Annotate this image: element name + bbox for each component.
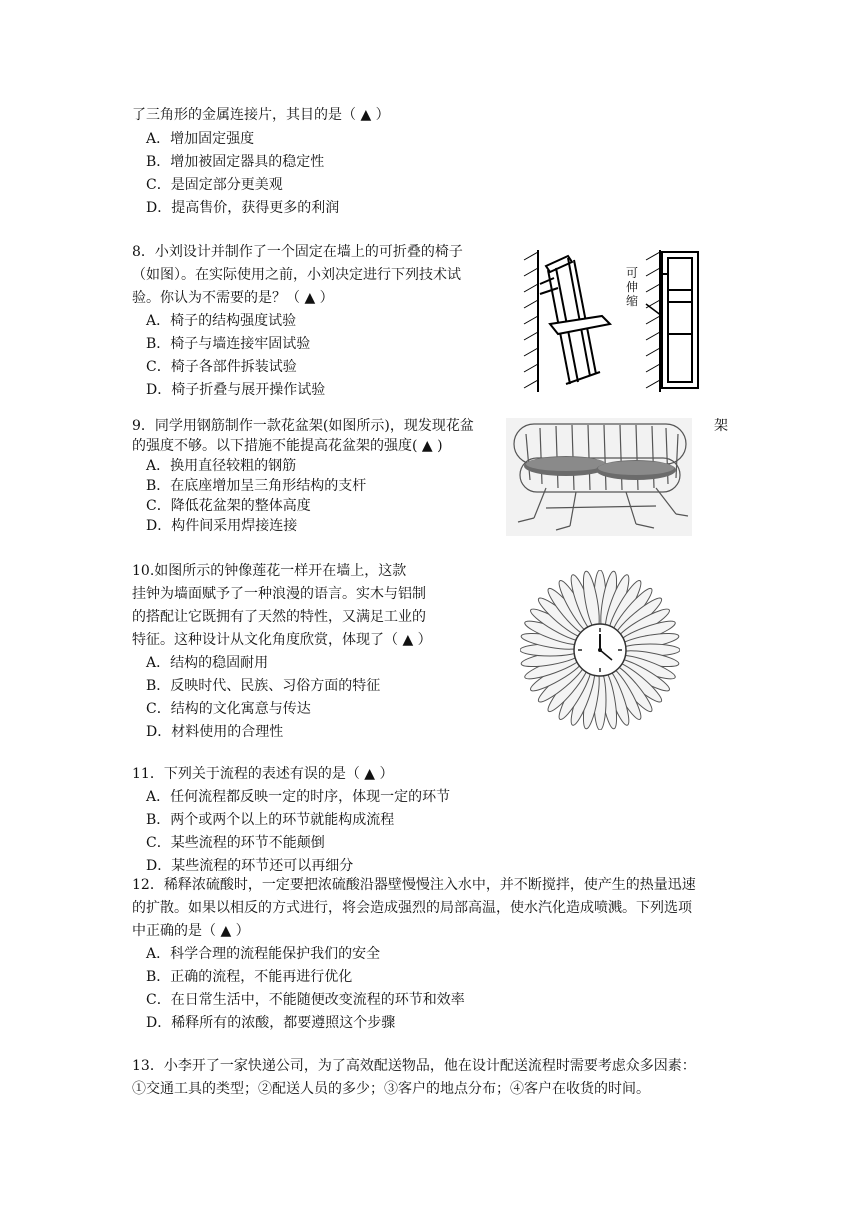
q8-option-a: A．椅子的结构强度试验	[146, 313, 297, 329]
q11-stem: 11．下列关于流程的表述有误的是（ ▲ ）	[132, 766, 394, 782]
q10-option-b: B．反映时代、民族、习俗方面的特征	[146, 678, 381, 694]
q9-option-d: D．构件间采用焊接连接	[146, 518, 298, 534]
q9-stem-line1-tail: 架	[714, 418, 728, 434]
q8-option-b: B．椅子与墙连接牢固试验	[146, 336, 311, 352]
q11-option-c: C．某些流程的环节不能颠倒	[146, 835, 325, 851]
q12-stem-line1: 12．稀释浓硫酸时，一定要把浓硫酸沿器壁慢慢注入水中，并不断搅拌，使产生的热量迅速	[132, 877, 696, 893]
q8-option-d: D．椅子折叠与展开操作试验	[146, 382, 326, 398]
q12-option-a: A．科学合理的流程能保护我们的安全	[146, 946, 381, 962]
q11-option-b: B．两个或两个以上的环节就能构成流程	[146, 812, 395, 828]
q8-stem-line3: 验。你认为不需要的是？（ ▲ ）	[132, 290, 334, 306]
q7-option-a: A．增加固定强度	[146, 131, 255, 147]
q9-option-b: B．在底座增加呈三角形结构的支杆	[146, 478, 367, 494]
q12-option-c: C．在日常生活中，不能随便改变流程的环节和效率	[146, 992, 465, 1008]
q13-stem-line2: ①交通工具的类型；②配送人员的多少；③客户的地点分布；④客户在收货的时间。	[132, 1081, 650, 1097]
folding-chair-figure	[510, 244, 705, 402]
q10-stem-line4: 特征。这种设计从文化角度欣赏，体现了（ ▲ ）	[132, 632, 432, 648]
flowerpot-stand-figure	[506, 418, 692, 536]
q8-option-c: C．椅子各部件拆装试验	[146, 359, 297, 375]
lotus-clock-figure	[520, 570, 680, 730]
q9-option-a: A．换用直径较粗的钢筋	[146, 458, 297, 474]
q12-stem-line2: 的扩散。如果以相反的方式进行，将会造成强烈的局部高温，使水汽化造成喷溅。下列选项	[132, 900, 692, 916]
q8-figure-label: 可伸缩	[626, 266, 639, 308]
q9-stem-line2: 的强度不够。以下措施不能提高花盆架的强度( ▲ )	[132, 438, 443, 454]
q7-option-d: D．提高售价，获得更多的利润	[146, 200, 340, 216]
q7-stem-end: 了三角形的金属连接片，其目的是（ ▲ ）	[132, 107, 390, 123]
q9-stem-line1: 9．同学用钢筋制作一款花盆架(如图所示)，现发现花盆	[132, 418, 474, 434]
q10-stem-line1: 10.如图所示的钟像莲花一样开在墙上，这款	[132, 563, 407, 579]
q10-option-c: C．结构的文化寓意与传达	[146, 701, 311, 717]
q10-option-d: D．材料使用的合理性	[146, 724, 284, 740]
q11-option-a: A．任何流程都反映一定的时序，体现一定的环节	[146, 789, 451, 805]
q10-option-a: A．结构的稳固耐用	[146, 655, 269, 671]
q12-stem-line3: 中正确的是（ ▲ ）	[132, 923, 250, 939]
q11-option-d: D．某些流程的环节还可以再细分	[146, 858, 354, 874]
q7-option-c: C．是固定部分更美观	[146, 177, 283, 193]
q13-stem-line1: 13．小李开了一家快递公司，为了高效配送物品，他在设计配送流程时需要考虑众多因素：	[132, 1058, 696, 1074]
q12-option-b: B．正确的流程，不能再进行优化	[146, 969, 353, 985]
q8-stem-line2: （如图）。在实际使用之前，小刘决定进行下列技术试	[132, 267, 461, 283]
q7-option-b: B．增加被固定器具的稳定性	[146, 154, 325, 170]
q12-option-d: D．稀释所有的浓酸，都要遵照这个步骤	[146, 1015, 396, 1031]
q9-option-c: C．降低花盆架的整体高度	[146, 498, 311, 514]
q10-stem-line2: 挂钟为墙面赋予了一种浪漫的语言。实木与铝制	[132, 586, 426, 602]
q10-stem-line3: 的搭配让它既拥有了天然的特性，又满足工业的	[132, 609, 426, 625]
q8-stem-line1: 8．小刘设计并制作了一个固定在墙上的可折叠的椅子	[132, 244, 463, 260]
